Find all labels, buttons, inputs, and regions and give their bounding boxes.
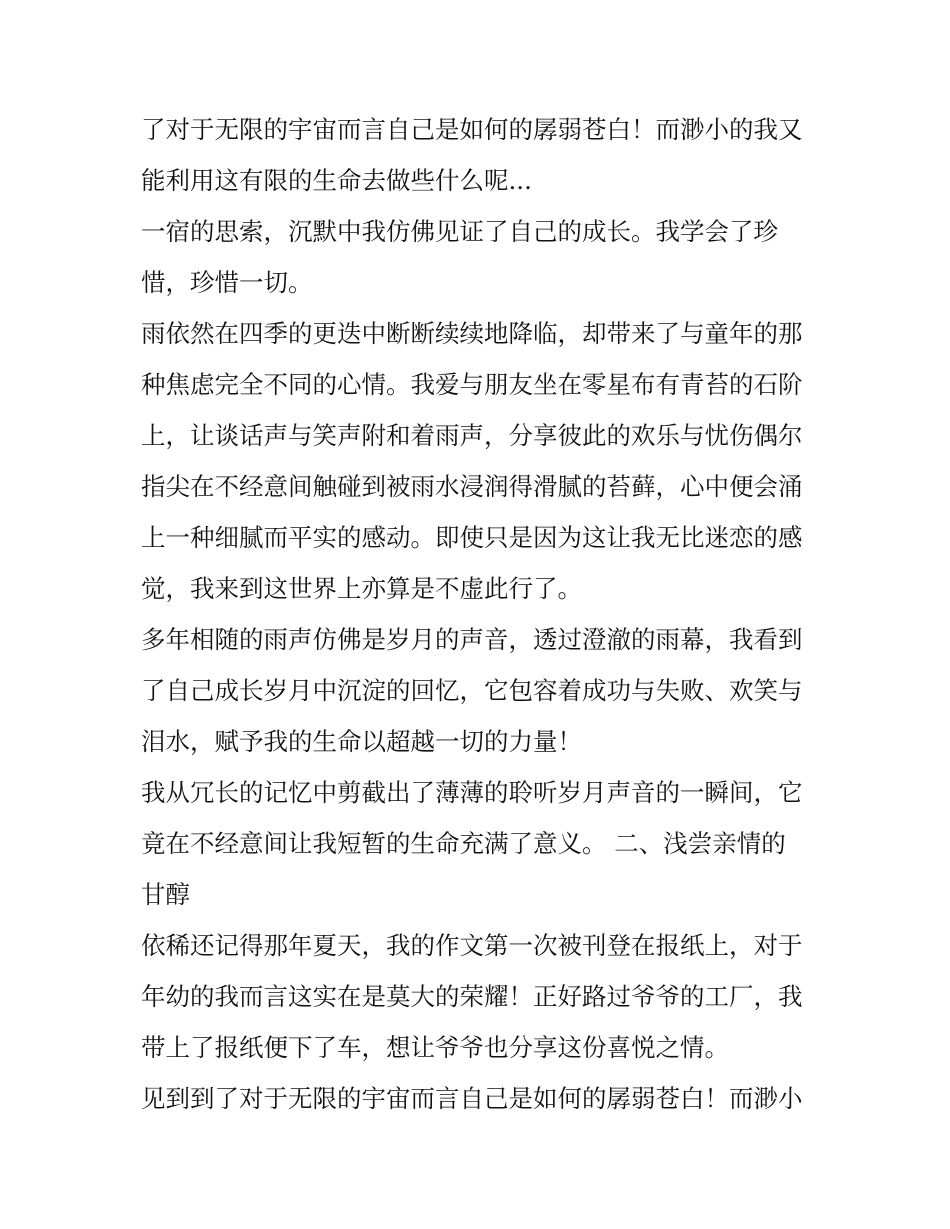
body-text	[141, 104, 821, 1124]
text-line: 带上了报纸便下了车，想让爷爷也分享这份喜悦之情。	[141, 1033, 729, 1062]
text-line: 雨依然在四季的更迭中断断续续地降临，却带来了与童年的那	[141, 319, 803, 348]
text-line: 觉，我来到这世界上亦算是不虚此行了。	[141, 574, 582, 603]
text-line: 上一种细腻而平实的感动。即使只是因为这让我无比迷恋的感	[141, 523, 803, 552]
text-line: 了自己成长岁月中沉淀的回忆，它包容着成功与失败、欢笑与	[141, 676, 803, 705]
text-line: 了对于无限的宇宙而言自己是如何的孱弱苍白！而渺小的我又	[141, 115, 803, 144]
text-line: 一宿的思索，沉默中我仿佛见证了自己的成长。我学会了珍	[141, 217, 778, 246]
text-line: 泪水，赋予我的生命以超越一切的力量！	[141, 727, 582, 756]
text-line: 我从冗长的记忆中剪截出了薄薄的聆听岁月声音的一瞬间，它	[141, 778, 803, 807]
text-line: 指尖在不经意间触碰到被雨水浸润得滑腻的苔藓，心中便会涌	[141, 472, 803, 501]
text-line: 种焦虑完全不同的心情。我爱与朋友坐在零星布有青苔的石阶	[141, 370, 803, 399]
text-line: 年幼的我而言这实在是莫大的荣耀！正好路过爷爷的工厂，我	[141, 982, 803, 1011]
text-line: 见到到了对于无限的宇宙而言自己是如何的孱弱苍白！而渺小	[141, 1084, 803, 1113]
text-line: 惜，珍惜一切。	[141, 268, 313, 297]
text-line: 能利用这有限的生命去做些什么呢...	[141, 166, 532, 195]
text-line: 上，让谈话声与笑声附和着雨声，分享彼此的欢乐与忧伤偶尔	[141, 421, 803, 450]
text-line: 多年相随的雨声仿佛是岁月的声音，透过澄澈的雨幕，我看到	[141, 625, 803, 654]
text-line: 甘醇	[141, 880, 190, 909]
text-line: 竟在不经意间让我短暂的生命充满了意义。 二、浅尝亲情的	[141, 829, 786, 858]
text-line: 依稀还记得那年夏天，我的作文第一次被刊登在报纸上，对于	[141, 931, 803, 960]
